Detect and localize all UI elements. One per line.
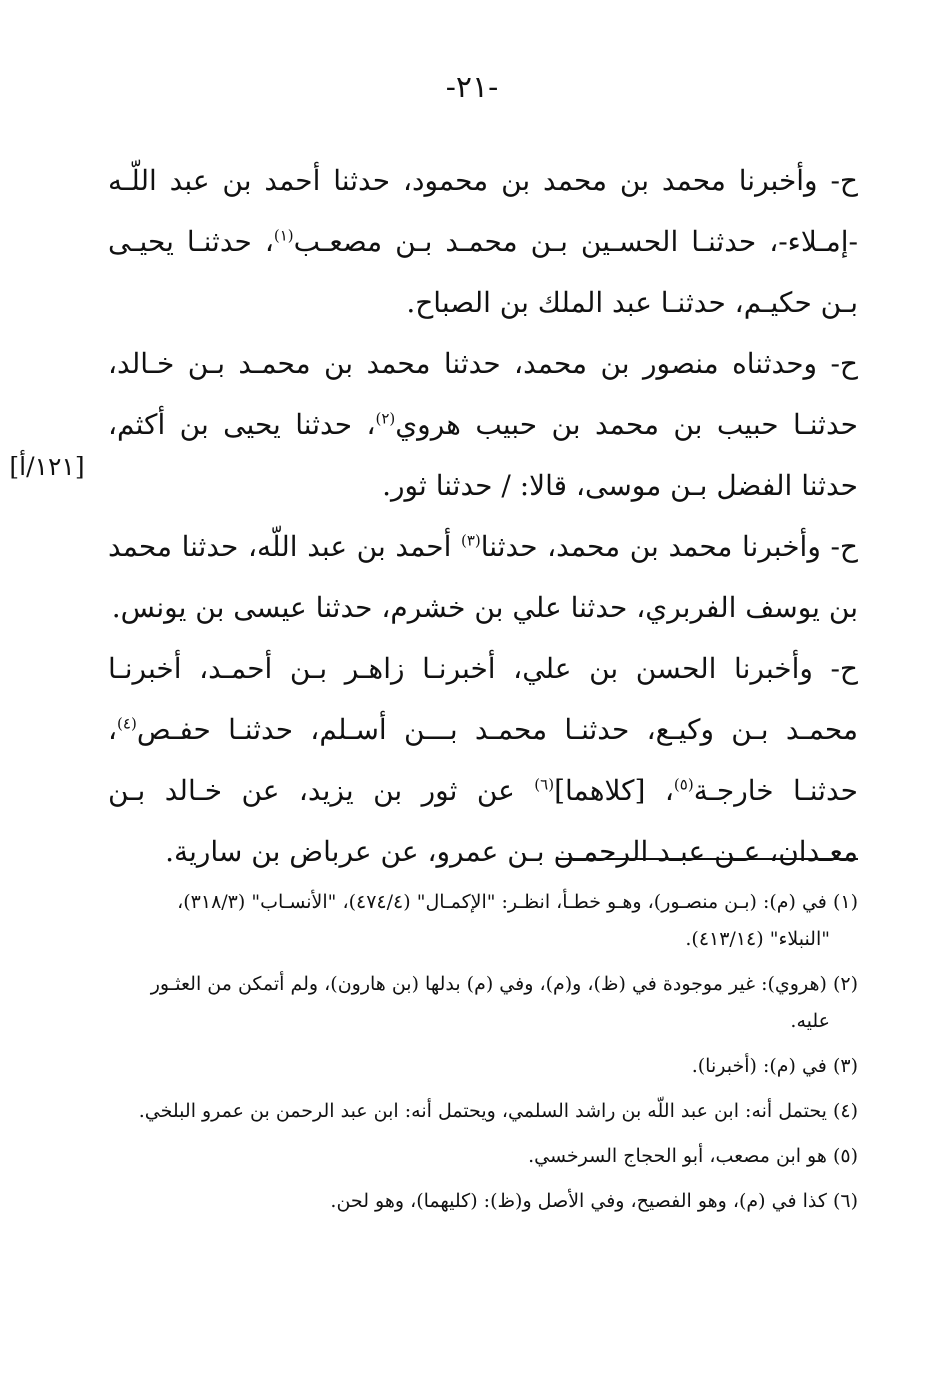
footnote-number: (٦): [832, 1190, 858, 1212]
paragraph-text: ، حدثنا يحيى بن أكثم، حدثنا الفضل بـن موسى، قالا: / حدثنا ثور.: [108, 408, 858, 502]
footnote-reference: (١): [273, 226, 294, 245]
footnote-text: في (م): (أخبرنا).: [691, 1055, 827, 1077]
paragraph-text: ح- وأخبرنا الحسن بن علي، أخبرنـا زاهـر بـن أحمـد، أخبرنـا محمـد بـن وكيـع، حدثنـا محمـد بـــن أسـلم، حدثنـا حفـص: [108, 652, 858, 746]
footnote-reference: (٢): [375, 409, 396, 428]
footnote-reference: (٦): [534, 775, 555, 794]
paragraph-text: ح- وحدثناه منصور بن محمد، حدثنا محمد بن محمـد بـن خـالد، حدثنـا حبيب بن محمد بن حبيب هروي: [108, 347, 858, 441]
margin-folio-note: [١٢١/أ]: [9, 452, 85, 481]
paragraph-text: ، حدثنـا خارجـة: [108, 713, 858, 807]
paragraph-text: أحمد بن عبد اللّه، حدثنا محمد بن يوسف الفربري، حدثنا علي بن خشرم، حدثنا عيسى بن يونس.: [108, 530, 858, 624]
footnote: [108, 1138, 858, 1175]
footnote: [108, 1048, 858, 1085]
paragraph: [108, 333, 858, 516]
footnote-text: يحتمل أنه: ابن عبد اللّه بن راشد السلمي، ويحتمل أنه: ابن عبد الرحمن بن عمرو البلخي.: [138, 1100, 827, 1122]
paragraph-text: ، [كلاهما]: [554, 774, 674, 807]
main-text: [108, 150, 858, 882]
footnote-text: كذا في (م)، وهو الفصيح، وفي الأصل و(ظ): (كليهما)، وهو لحن.: [330, 1190, 827, 1212]
paragraph: [108, 638, 858, 882]
footnote-number: (٣): [832, 1055, 858, 1077]
footnotes: [108, 884, 858, 1228]
paragraph: [108, 516, 858, 638]
paragraph-text: ، حدثنـا يحيـى بـن حكيـم، حدثنـا عبد الملك بن الصباح.: [108, 225, 858, 319]
paragraph-text: ح- وأخبرنا محمد بن محمد بن محمود، حدثنا أحمد بن عبد اللّـه -إمـلاء-، حدثنـا الحسـين بـن محمـد بـن مصعـب: [108, 164, 858, 258]
footnote-number: (٤): [832, 1100, 858, 1122]
footnote: [108, 884, 858, 958]
footnote-reference: (٤): [117, 714, 137, 733]
footnote-number: (١): [832, 891, 858, 913]
footnote: [108, 1093, 858, 1130]
footnote-number: (٢): [832, 973, 858, 995]
footnote: [108, 966, 858, 1040]
paragraph-text: ح- وأخبرنا محمد بن محمد، حدثنا: [480, 530, 859, 563]
footnote-number: (٥): [832, 1145, 858, 1167]
paragraph-text: عن ثور بن يزيد، عن خـالد بـن معـدان، عـن عبـد الرحمـن بـن عمرو، عن عرباض بن سارية.: [108, 774, 858, 868]
footnote-reference: (٣): [460, 531, 481, 550]
footnote-divider: [556, 858, 858, 860]
footnote: [108, 1183, 858, 1220]
page-number: -٢١-: [445, 70, 499, 105]
footnote-reference: (٥): [673, 775, 694, 794]
footnote-text: في (م): (بـن منصـور)، وهـو خطـأ، انظـر: "الإكمـال" (٤٧٤/٤)، "الأنسـاب" (٣١٨/٣)،: [177, 891, 827, 913]
footnote-continuation: عليه.: [790, 1010, 830, 1032]
footnote-continuation: "النبلاء" (٤١٣/١٤).: [685, 928, 830, 950]
footnote-text: هو ابن مصعب، أبو الحجاج السرخسي.: [528, 1145, 827, 1167]
footnote-text: (هروي): غير موجودة في (ظ)، و(م)، وفي (م) بدلها (بن هارون)، ولم أتمكن من العثـور: [150, 973, 827, 995]
paragraph: [108, 150, 858, 333]
